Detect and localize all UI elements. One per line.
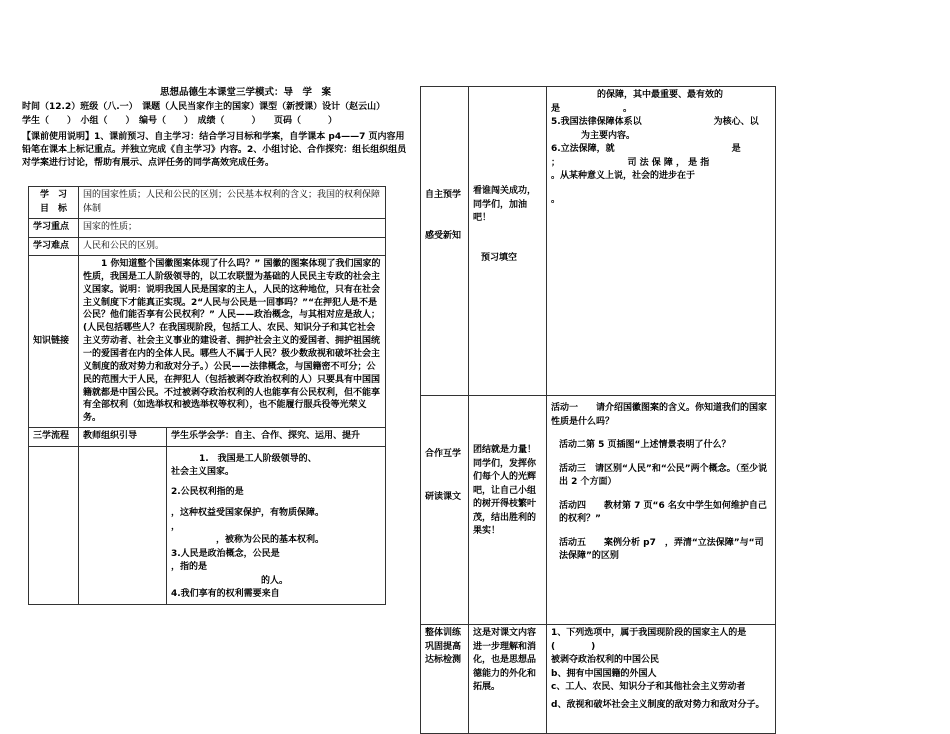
knowledge-row: [29, 256, 386, 428]
student-info-line: 学生（ ） 小组（ ） 编号（ ） 成绩（ ） 页码（ ）: [22, 116, 338, 126]
study-line: 的人。: [171, 575, 289, 586]
self-study-line: ； 司 法 保 障 ， 是 指: [551, 157, 710, 168]
coop-motto: 团结就是力量！同学们，发挥你们每个人的光辉吧，让自己小组的树开得枝繁叶茂，结出胜利的果实！: [469, 396, 547, 625]
self-study-label: 自主预学: [425, 190, 462, 200]
study-line: 2.公民权利指的是: [171, 486, 244, 497]
goals-text: 国的国家性质；人民和公民的区别；公民基本权利的含义；我国的权利保障体制: [79, 187, 386, 219]
test-line: c、工人、农民、知识分子和其他社会主义劳动者: [551, 682, 746, 692]
key-text: 国家的性质；: [79, 219, 386, 238]
knowledge-text: 1 你知道整个国徽图案体现了什么吗？” 国徽的图案体现了我们国家的性质，我国是工人阶级领导的，以工农联盟为基础的人民民主专政的社会主义国家。说明：说明我国人民是国家的主人，人民的这种地位，只有在社会主义制度下才能真正实现。2“人民与公民是一回事吗？”“在押犯人是不是公民？他们能否享有公民权利？” 人民——政治概念，与其相对应是敌人；(人民包括哪些人？在我国现阶段，包括工人、农民、知识分子和其它社会主义劳动者、社会主义事业的建设者、拥护社会主义的爱国者、拥护祖国统一的爱国者在内的全体人民。哪些人不属于人民？极少数敌视和破坏社会主义制度的敌对势力和敌对分子。）公民——法律概念，与国籍密不可分；公民的范围大于人民，在押犯人（包括被剥夺政治权利的人）只要具有中国国籍就都是中国公民。不过被剥夺政治权利的人也能享有公民权利，但不能享有全部权利（如选举权和被选举权等权利），也不能履行服兵役等光荣义务。: [79, 256, 386, 428]
self-study-row: [421, 87, 776, 396]
self-study-line: 6.立法保障，就 是: [551, 144, 741, 154]
flow-header-row: [29, 428, 386, 447]
difficulty-row: [29, 237, 386, 256]
flow-label: 三学流程: [29, 428, 79, 447]
self-study-label-cell: [421, 87, 469, 396]
self-study-middle: [469, 87, 547, 396]
self-study-line: 。从某种意义上说，社会的进步在于: [551, 171, 696, 181]
research-label: 研读课文: [425, 491, 462, 502]
test-content: [547, 625, 776, 734]
study-line: ，这种权益受国家保护，有物质保障。: [171, 508, 325, 519]
test-label: 整体训练巩固提高达标检测: [421, 625, 469, 734]
right-study-table: [420, 86, 776, 734]
study-line: 社会主义国家。: [171, 467, 235, 478]
left-study-table: [28, 186, 386, 605]
difficulty-label: 学习难点: [29, 237, 79, 256]
instructions-label: 【课前使用说明】: [22, 132, 95, 142]
activity-item: 活动一 请介绍国徽图案的含义。你知道我们的国家性质是什么吗？: [551, 403, 768, 427]
study-line: [171, 499, 381, 507]
knowledge-label: 知识链接: [29, 256, 79, 428]
self-study-line: 为主要内容。: [581, 130, 636, 141]
study-content: [167, 446, 386, 604]
goals-label: 学 习 目 标: [29, 187, 79, 219]
activity-item: 活动五 案例分析 p7 ，弄清“立法保障”与“司法保障”的区别: [559, 537, 764, 561]
study-line: 1. 我国是工人阶级领导的、: [199, 453, 317, 464]
self-study-line: [551, 184, 771, 194]
instructions: [22, 131, 412, 170]
key-label: 学习重点: [29, 219, 79, 238]
teacher-label: 教师组织引导: [79, 428, 167, 447]
goals-row: [29, 187, 386, 219]
self-study-line: 的保障，其中最重要、最有效的: [597, 90, 724, 100]
key-row: [29, 219, 386, 238]
coop-row: [421, 396, 776, 625]
study-line: ，: [171, 521, 181, 532]
study-line: 3.人民是政治概念，公民是: [171, 548, 280, 559]
student-label: 学生乐学会学：自主、合作、探究、运用、提升: [167, 428, 386, 447]
activity-item: 活动三 请区别“人民”和“公民”两个概念。（至少说出 2 个方面）: [559, 463, 768, 487]
self-study-line: 是 。: [551, 103, 633, 114]
study-row: [29, 446, 386, 604]
course-info-line: 时间（12.2）班级（八.一） 课题（人民当家作主的国家）课型（新授课）设计（赵云山）: [22, 102, 386, 112]
feel-label: 感受新知: [425, 230, 462, 241]
self-study-line: 。: [551, 194, 561, 205]
coop-label-cell: [421, 396, 469, 625]
instructions-text: 1、课前预习、自主学习：结合学习目标和学案，自学课本 p4——7 页内容用铅笔在课本上标记重点。并独立完成《自主学习》内容。2、小组讨论、合作探究：组长组织组员对学案进行讨论，帮助有展示、点评任务的同学高效完成任务。: [22, 132, 407, 169]
self-study-content: [547, 87, 776, 396]
test-row: [421, 625, 776, 734]
study-line: ，指的是: [171, 562, 208, 573]
test-desc: 这是对课文内容进一步理解和消化，也是思想品德能力的外化和拓展。: [469, 625, 547, 734]
activity-item: 活动四 教材第 7 页“6 名女中学生如何维护自己的权利？”: [559, 500, 767, 524]
test-line: 被剥夺政治权利的中国公民: [551, 655, 660, 665]
test-line: 1、下列选项中，属于我国现阶段的国家主人的是( ): [551, 628, 747, 652]
preview-label: 预习填空: [481, 252, 518, 263]
page-title: 思想品德生本课堂三学模式：导 学 案: [160, 87, 332, 98]
study-line: ，被称为公民的基本权利。: [171, 535, 325, 546]
self-study-motto: 看谁闯关成功，同学们，加油吧！: [473, 186, 537, 223]
difficulty-text: 人民和公民的区别。: [79, 237, 386, 256]
flow-empty-cell: [29, 446, 79, 604]
study-line: 4.我们享有的权利需要来自: [171, 589, 280, 600]
self-study-line: 5.我国法律保障体系以 为核心、以: [551, 117, 759, 127]
teacher-empty-cell: [79, 446, 167, 604]
test-line: d、敌视和破坏社会主义制度的敌对势力和敌对分子。: [551, 699, 765, 710]
test-line: b、拥有中国国籍的外国人: [551, 668, 657, 679]
coop-activities: [547, 396, 776, 625]
activity-item: 活动二第 5 页插图“上述情景表明了什么？: [559, 440, 731, 450]
coop-label: 合作互学: [425, 449, 462, 459]
